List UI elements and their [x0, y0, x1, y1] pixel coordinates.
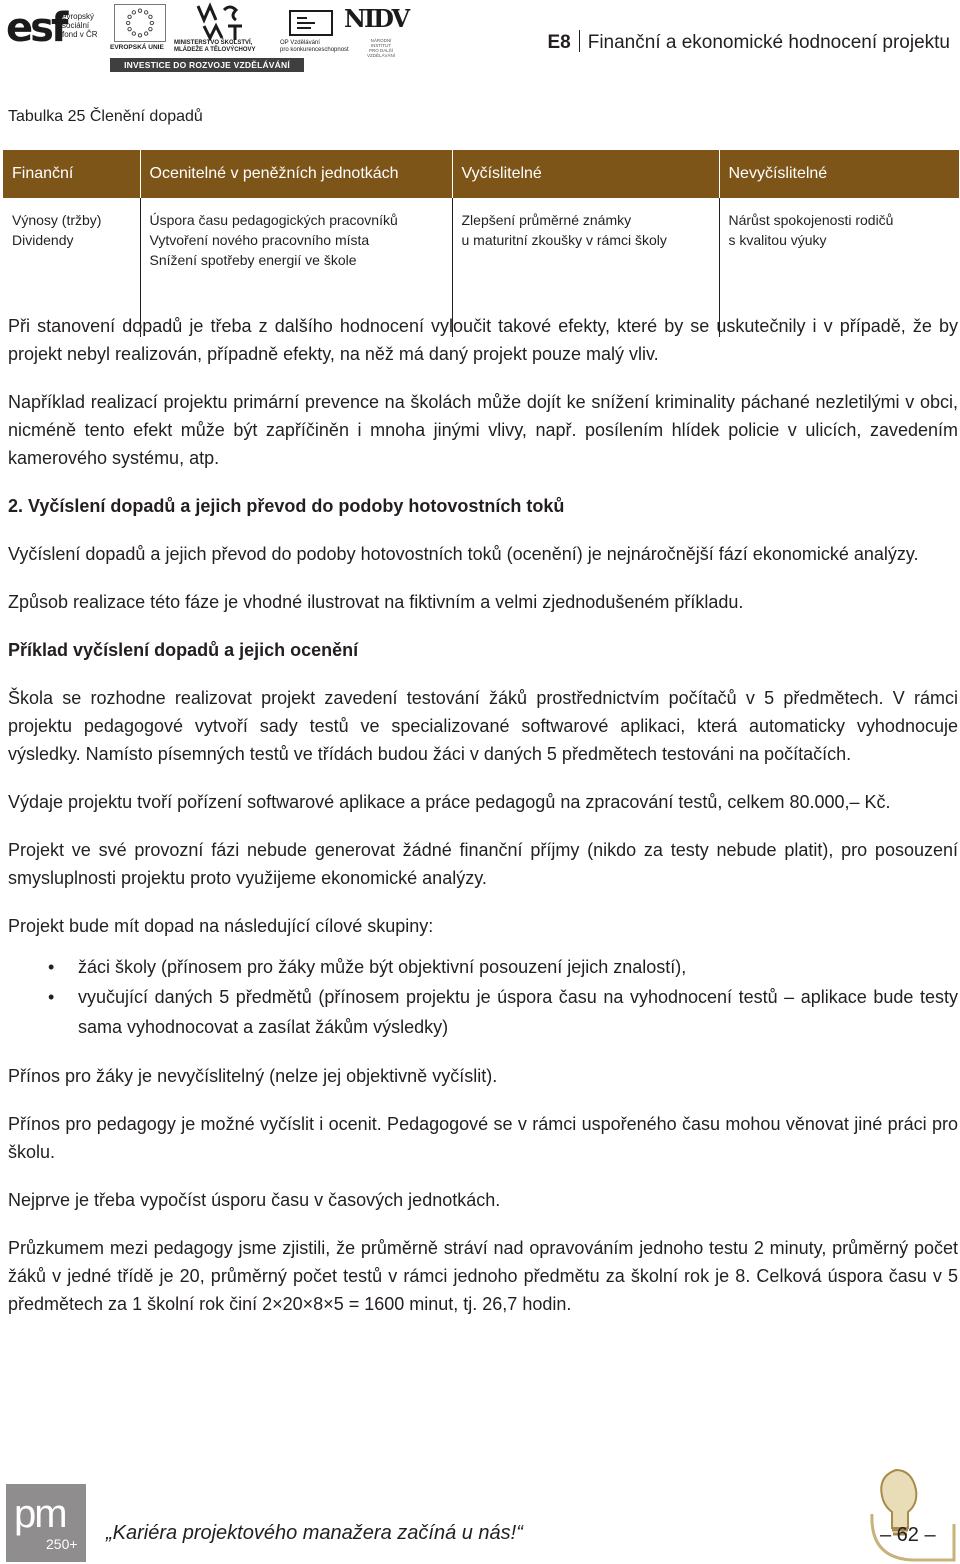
- subsection-heading: Příklad vyčíslení dopadů a jejich ocenění: [8, 640, 359, 660]
- chapter-title: [547, 30, 950, 54]
- table-cell-vycislitelne: Zlepšení průměrné známky u maturitní zkoušky v rámci školy: [452, 198, 719, 337]
- eu-flag-icon: [114, 4, 166, 42]
- chapter-code: E8: [547, 32, 571, 53]
- list-item: • žáci školy (přínosem pro žáky může být objektivní posouzení jejich znalostí),: [8, 952, 958, 982]
- lightbulb-icon: [866, 1466, 956, 1562]
- op-label: OP Vzdělávání pro konkurenceschopnost: [280, 40, 349, 53]
- eu-label: EVROPSKÁ UNIE: [110, 44, 164, 51]
- section-heading: 2. Vyčíslení dopadů a jejich převod do podoby hotovostních toků: [8, 496, 565, 516]
- funding-logos: [6, 2, 409, 74]
- paragraph-exclusion: Při stanovení dopadů je třeba z dalšího hodnocení vyloučit takové efekty, které by se uskutečnily i v případě, že by projekt nebyl realizován, případně efekty, na něž má daný projekt pouze malý vliv.: [8, 316, 958, 364]
- column-header-financni: Finanční: [3, 150, 140, 198]
- chapter-name: Finanční a ekonomické hodnocení projektu: [587, 32, 950, 53]
- paragraph-school-project: Škola se rozhodne realizovat projekt zavedení testování žáků prostřednictvím počítačů v 5 předmětech. V rámci projektu pedagogové vytvoří sady testů ve specializované softwarové aplikaci, která automaticky vyhodnocuje výsledky. Namísto písemných testů ve třídách budou žáci v daných 5 předmětech testováni na počítačích.: [8, 688, 958, 764]
- target-groups-list: [8, 952, 958, 1042]
- table-caption: Tabulka 25 Členění dopadů: [8, 108, 203, 125]
- esf-mark: esf: [6, 5, 66, 51]
- nidv-label: NÁRODNÍ INSTITUT PRO DALŠÍ VZDĚLÁVÁNÍ: [366, 38, 395, 58]
- column-header-ocenitelne: Ocenitelné v peněžních jednotkách: [140, 150, 452, 198]
- impacts-table: [3, 150, 959, 337]
- paragraph-no-revenue: Projekt ve své provozní fázi nebude generovat žádné finanční příjmy (nikdo za testy nebude platit), pro posouzení smysluplnosti projektu proto využijeme ekonomické analýzy.: [8, 840, 958, 888]
- msmt-label: MINISTERSTVO ŠKOLSTVÍ, MLÁDEŽE A TĚLOVÝCHOVY: [174, 40, 256, 53]
- column-header-nevycislitelne: Nevyčíslitelné: [719, 150, 959, 198]
- table-cell-nevycislitelne: Nárůst spokojenosti rodičů s kvalitou výuky: [719, 198, 959, 337]
- nidv-mark: NIDV: [344, 4, 409, 33]
- footer-slogan: „Kariéra projektového manažera začíná u nás!“: [106, 1522, 523, 1544]
- paragraph-pupil-benefit: Přínos pro žáky je nevyčíslitelný (nelze jej objektivně vyčíslit).: [8, 1066, 498, 1086]
- page-header: [0, 0, 960, 80]
- table-cell-financni: Výnosy (tržby) Dividendy: [12, 212, 102, 248]
- paragraph-illustration: Způsob realizace této fáze je vhodné ilustrovat na fiktivním a velmi zjednodušeném příkladu.: [8, 592, 744, 612]
- table-header-row: [3, 150, 959, 198]
- paragraph-target-groups: Projekt bude mít dopad na následující cílové skupiny:: [8, 916, 434, 936]
- pm-mark: pm: [14, 1492, 66, 1536]
- paragraph-quantification: Vyčíslení dopadů a jejich převod do podoby hotovostních toků (ocenění) je nejnáročnější fází ekonomické analýzy.: [8, 544, 919, 564]
- page-number: – 62 –: [880, 1524, 936, 1546]
- pm-250-mark: 250+: [46, 1536, 78, 1552]
- paragraph-expenses: Výdaje projektu tvoří pořízení softwarové aplikace a práce pedagogů na zpracování testů, celkem 80.000,– Kč.: [8, 792, 891, 812]
- esf-text: evropský sociální fond v ČR: [62, 12, 98, 39]
- paragraph-survey-calculation: Průzkumem mezi pedagogy jsme zjistili, že průměrně stráví nad opravováním jednoho testu 2 minuty, průměrný počet žáků v jedné třídě je 20, průměrný počet testů v rámci jednoho předmětu za školní rok je 8. Celková úspora času v 5 předmětech za 1 školní rok činí 2×20×8×5 = 1600 minut, tj. 26,7 hodin.: [8, 1238, 958, 1314]
- paragraph-example-prevention: Například realizací projektu primární prevence na školách může dojít ke snížení kriminality páchané nezletilými v obci, nicméně tento efekt může být zapříčiněn i mnoha jinými vlivy, např. posílením hlídek policie v ulicích, zavedením kamerového systému, atp.: [8, 392, 958, 468]
- column-header-vycislitelne: Vyčíslitelné: [452, 150, 719, 198]
- paragraph-time-units: Nejprve je třeba vypočíst úsporu času v časových jednotkách.: [8, 1190, 501, 1210]
- table-cell-ocenitelne: Úspora času pedagogických pracovníků Vytvoření nového pracovního místa Snížení spotřeby energií ve škole: [140, 198, 452, 337]
- main-content: [8, 312, 958, 1318]
- chapter-separator: [579, 30, 580, 52]
- esf-logo: [6, 4, 106, 54]
- msmt-logo-icon: [194, 2, 254, 42]
- list-item: • vyučující daných 5 předmětů (přínosem projektu je úspora času na vyhodnocení testů – aplikace bude testy sama vyhodnocovat a zasílat žákům výsledky): [8, 982, 958, 1042]
- op-vk-logo-icon: [289, 10, 333, 36]
- pm250-logo: [6, 1484, 86, 1562]
- investice-banner: INVESTICE DO ROZVOJE VZDĚLÁVÁNÍ: [110, 58, 304, 72]
- page-footer: [0, 1466, 960, 1564]
- paragraph-teacher-benefit: Přínos pro pedagogy je možné vyčíslit i ocenit. Pedagogové se v rámci uspořeného času mohou věnovat jiné práci pro školu.: [8, 1114, 958, 1162]
